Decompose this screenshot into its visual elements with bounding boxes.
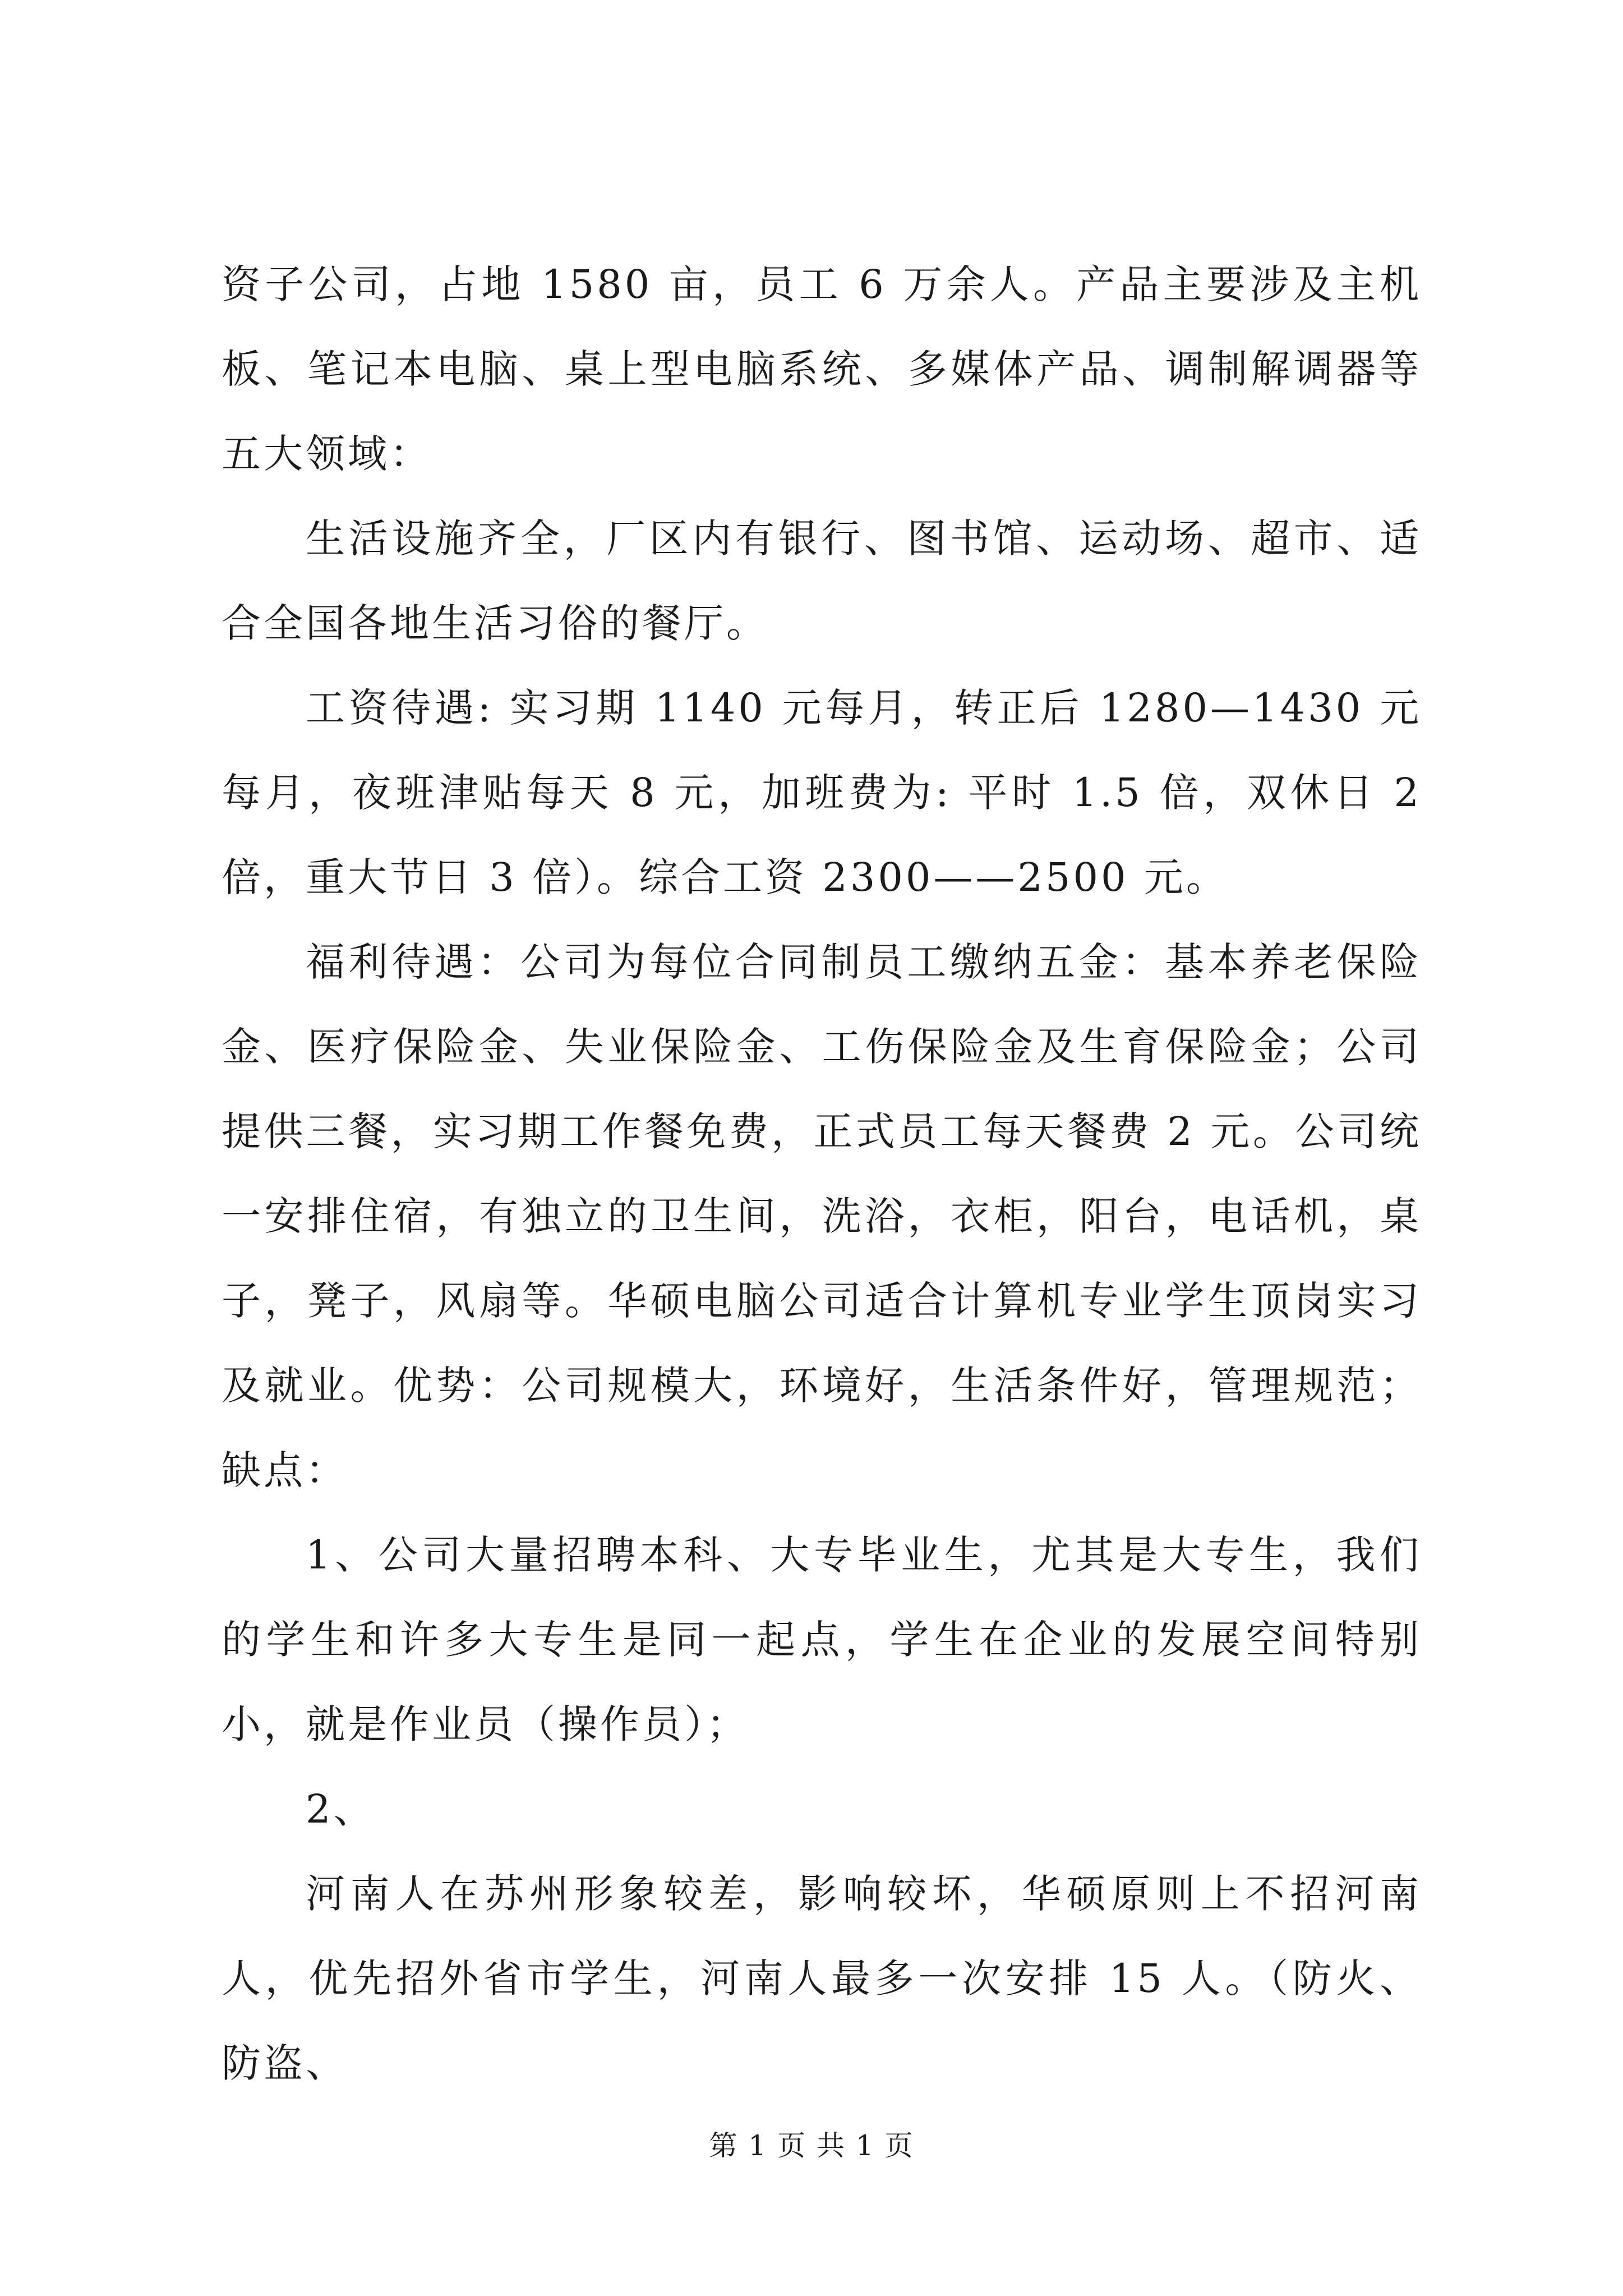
paragraph-drawback-2-number: 2、 [306,1786,376,1832]
document-body [222,242,1422,2106]
paragraph-drawback-2-text: 河南人在苏州形象较差，影响较坏，华硕原则上不招河南人，优先招外省市学生，河南人最多一次安排 15 人。（防火、防盗、 [222,1871,1422,2086]
paragraph-company-intro: 资子公司，占地 1580 亩，员工 6 万余人。产品主要涉及主机板、笔记本电脑、桌上型电脑系统、多媒体产品、调制解调器等五大领域： [222,261,1422,477]
paragraph-wages: 工资待遇: 实习期 1140 元每月，转正后 1280—1430 元每月，夜班津贴每天 8 元，加班费为: 平时 1.5 倍，双休日 2 倍，重大节日 3 倍）。综合工资 2300——2500 元。 [222,685,1422,900]
page-footer [0,2126,1623,2165]
paragraph-benefits: 福利待遇：公司为每位合同制员工缴纳五金：基本养老保险金、医疗保险金、失业保险金、工伤保险金及生育保险金；公司提供三餐，实习期工作餐免费，正式员工每天餐费 2 元。公司统一安排住宿，有独立的卫生间，洗浴，衣柜，阳台，电话机，桌子，凳子，风扇等。华硕电脑公司适合计算机专业学生顶岗实习及就业。优势：公司规模大，环境好，生活条件好，管理规范；缺点： [222,939,1422,1493]
paragraph-facilities: 生活设施齐全，厂区内有银行、图书馆、运动场、超市、适合全国各地生活习俗的餐厅。 [222,516,1422,646]
page-number-label: 第 1 页 共 1 页 [709,2129,914,2162]
paragraph-drawback-1: 1、公司大量招聘本科、大专毕业生，尤其是大专生，我们的学生和许多大专生是同一起点，学生在企业的发展空间特别小，就是作业员（操作员）； [222,1532,1422,1747]
